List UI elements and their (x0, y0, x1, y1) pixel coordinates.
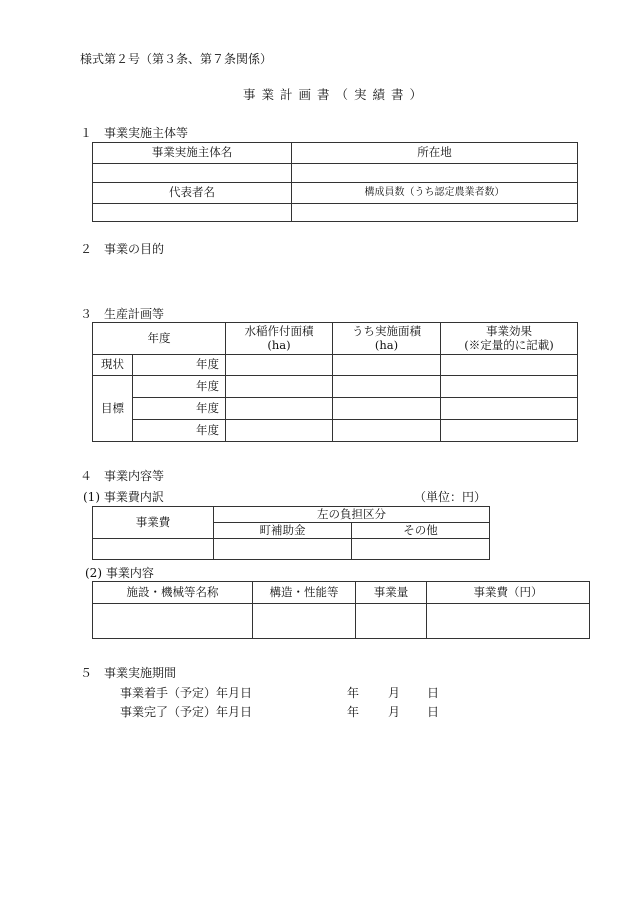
impl-area-header (333, 323, 441, 355)
target-impl-area-2[interactable] (333, 398, 441, 420)
start-month: 月 (388, 686, 401, 700)
current-label: 現状 (93, 355, 133, 376)
target-year-2[interactable]: 年度 (133, 398, 226, 420)
content-cost-cell[interactable] (427, 604, 590, 639)
target-rice-area-3[interactable] (226, 420, 333, 442)
cost-breakdown-heading: (1) 事業費内訳 (83, 490, 164, 504)
section5-heading: ５ 事業実施期間 (80, 666, 177, 680)
year-header: 年度 (93, 323, 226, 355)
facility-cell[interactable] (93, 604, 253, 639)
entity-table (92, 142, 578, 222)
section4-heading: ４ 事業内容等 (80, 469, 165, 483)
content-table (92, 581, 590, 639)
current-year[interactable]: 年度 (133, 355, 226, 376)
end-month: 月 (388, 705, 401, 719)
effect-label: 事業効果 (486, 324, 532, 339)
representative-cell[interactable] (93, 204, 292, 222)
rice-area-unit: (ha) (267, 337, 291, 352)
cost-header: 事業費 (93, 507, 214, 539)
target-year-3[interactable]: 年度 (133, 420, 226, 442)
other-header: その他 (352, 523, 490, 539)
current-impl-area[interactable] (333, 355, 441, 376)
quantity-cell[interactable] (356, 604, 427, 639)
target-label: 目標 (93, 376, 133, 442)
town-subsidy-cell[interactable] (214, 539, 352, 560)
rice-area-header (226, 323, 333, 355)
target-impl-area-3[interactable] (333, 420, 441, 442)
cost-cell[interactable] (93, 539, 214, 560)
entity-name-header: 事業実施主体名 (93, 143, 292, 164)
unit-label: （単位：円） (414, 490, 487, 504)
facility-header: 施設・機械等名称 (93, 582, 253, 604)
form-number: 様式第２号（第３条、第７条関係） (80, 52, 273, 66)
content-cost-header: 事業費（円） (427, 582, 590, 604)
structure-header: 構造・性能等 (253, 582, 356, 604)
effect-note: (※定量的に記載) (464, 337, 554, 352)
target-rice-area-1[interactable] (226, 376, 333, 398)
end-year: 年 (347, 705, 360, 719)
start-day: 日 (427, 686, 440, 700)
end-day: 日 (427, 705, 440, 719)
burden-header: 左の負担区分 (214, 507, 490, 523)
production-table (92, 322, 578, 442)
impl-area-label: うち実施面積 (352, 324, 421, 339)
target-impl-area-1[interactable] (333, 376, 441, 398)
end-date-label: 事業完了（予定）年月日 (120, 705, 253, 719)
rice-area-label: 水稲作付面積 (244, 324, 314, 339)
target-rice-area-2[interactable] (226, 398, 333, 420)
members-header: 構成員数（うち認定農業者数） (292, 183, 578, 204)
section3-heading: ３ 生産計画等 (80, 307, 165, 321)
section2-heading: ２ 事業の目的 (80, 242, 165, 256)
other-cell[interactable] (352, 539, 490, 560)
entity-name-cell[interactable] (93, 164, 292, 183)
location-cell[interactable] (292, 164, 578, 183)
quantity-header: 事業量 (356, 582, 427, 604)
structure-cell[interactable] (253, 604, 356, 639)
current-rice-area[interactable] (226, 355, 333, 376)
cost-table (92, 506, 490, 560)
target-year-1[interactable]: 年度 (133, 376, 226, 398)
start-date-label: 事業着手（予定）年月日 (120, 686, 253, 700)
current-effect[interactable] (441, 355, 578, 376)
target-effect-3[interactable] (441, 420, 578, 442)
document-title: 事業計画書（実績書） (243, 87, 429, 102)
content-heading: (2) 事業内容 (85, 566, 154, 580)
effect-header (441, 323, 578, 355)
representative-header: 代表者名 (93, 183, 292, 204)
section1-heading: １ 事業実施主体等 (80, 126, 189, 140)
location-header: 所在地 (292, 143, 578, 164)
target-effect-1[interactable] (441, 376, 578, 398)
impl-area-unit: (ha) (374, 337, 399, 352)
town-subsidy-header: 町補助金 (214, 523, 352, 539)
start-year: 年 (347, 686, 360, 700)
target-effect-2[interactable] (441, 398, 578, 420)
members-cell[interactable] (292, 204, 578, 222)
